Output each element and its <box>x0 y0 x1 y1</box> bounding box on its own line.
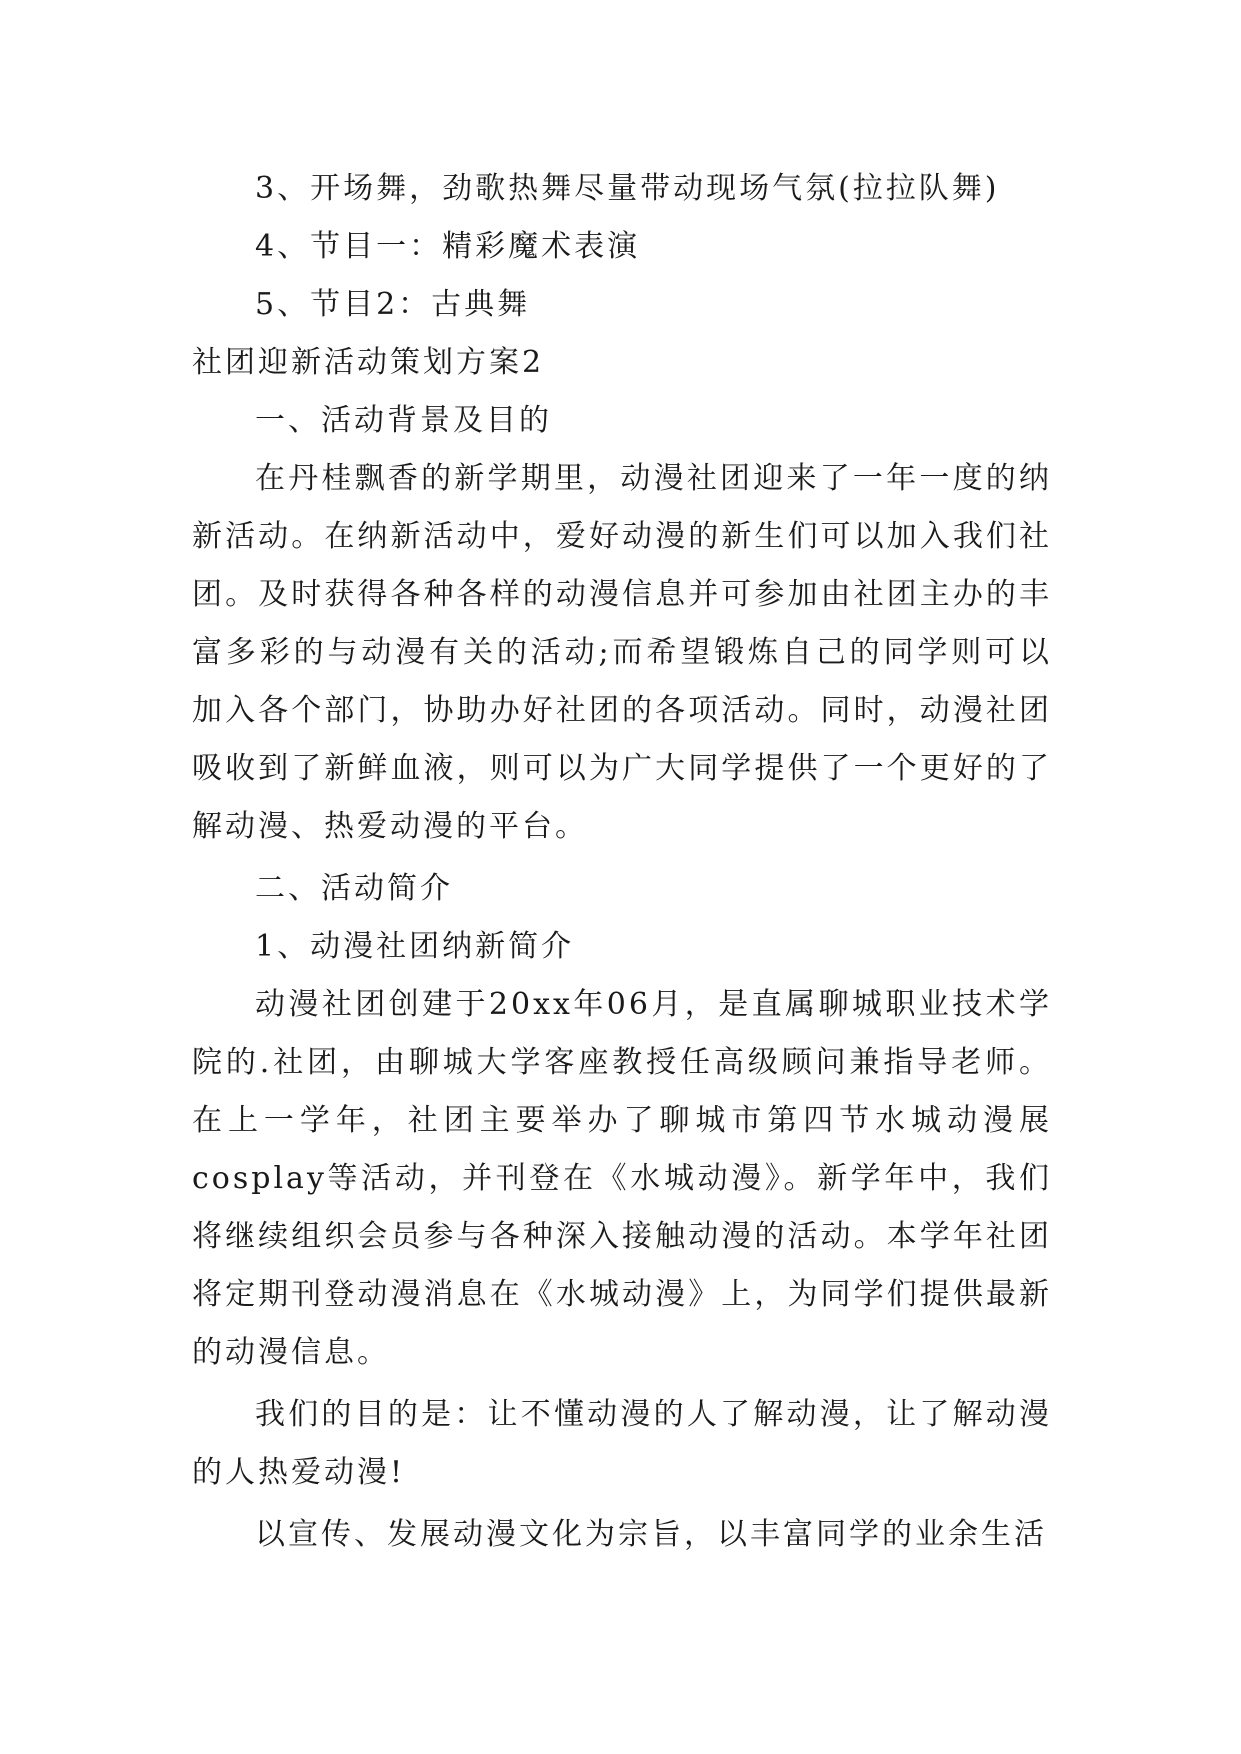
paragraph-purpose: 我们的目的是：让不懂动漫的人了解动漫，让了解动漫的人热爱动漫! <box>192 1397 1052 1490</box>
heading-introduction: 二、活动简介 <box>255 871 453 906</box>
paragraph-club-history: 动漫社团创建于20xx年06月，是直属聊城职业技术学院的.社团，由聊城大学客座教授任高级顾问兼指导老师。在上一学年，社团主要举办了聊城市第四节水城动漫展cosplay等活动，并刊登在《水城动漫》。新学年中，我们将继续组织会员参与各种深入接触动漫的活动。本学年社团将定期刊登动漫消息在《水城动漫》上，为同学们提供最新的动漫信息。 <box>192 987 1052 1370</box>
heading-club-introduction: 1、动漫社团纳新简介 <box>255 929 575 964</box>
program-item-4: 4、节目一：精彩魔术表演 <box>255 229 641 264</box>
paragraph-mission: 以宣传、发展动漫文化为宗旨，以丰富同学的业余生活 <box>255 1517 1047 1552</box>
document-body <box>192 160 1052 1568</box>
program-item-5: 5、节目2：古典舞 <box>255 287 531 322</box>
section-title: 社团迎新活动策划方案2 <box>192 345 545 380</box>
heading-background: 一、活动背景及目的 <box>255 403 552 438</box>
program-item-3: 3、开场舞，劲歌热舞尽量带动现场气氛(拉拉队舞) <box>255 171 1000 206</box>
paragraph-background: 在丹桂飘香的新学期里，动漫社团迎来了一年一度的纳新活动。在纳新活动中，爱好动漫的新生们可以加入我们社团。及时获得各种各样的动漫信息并可参加由社团主办的丰富多彩的与动漫有关的活动;而希望锻炼自己的同学则可以加入各个部门，协助办好社团的各项活动。同时，动漫社团吸收到了新鲜血液，则可以为广大同学提供了一个更好的了解动漫、热爱动漫的平台。 <box>192 461 1052 844</box>
